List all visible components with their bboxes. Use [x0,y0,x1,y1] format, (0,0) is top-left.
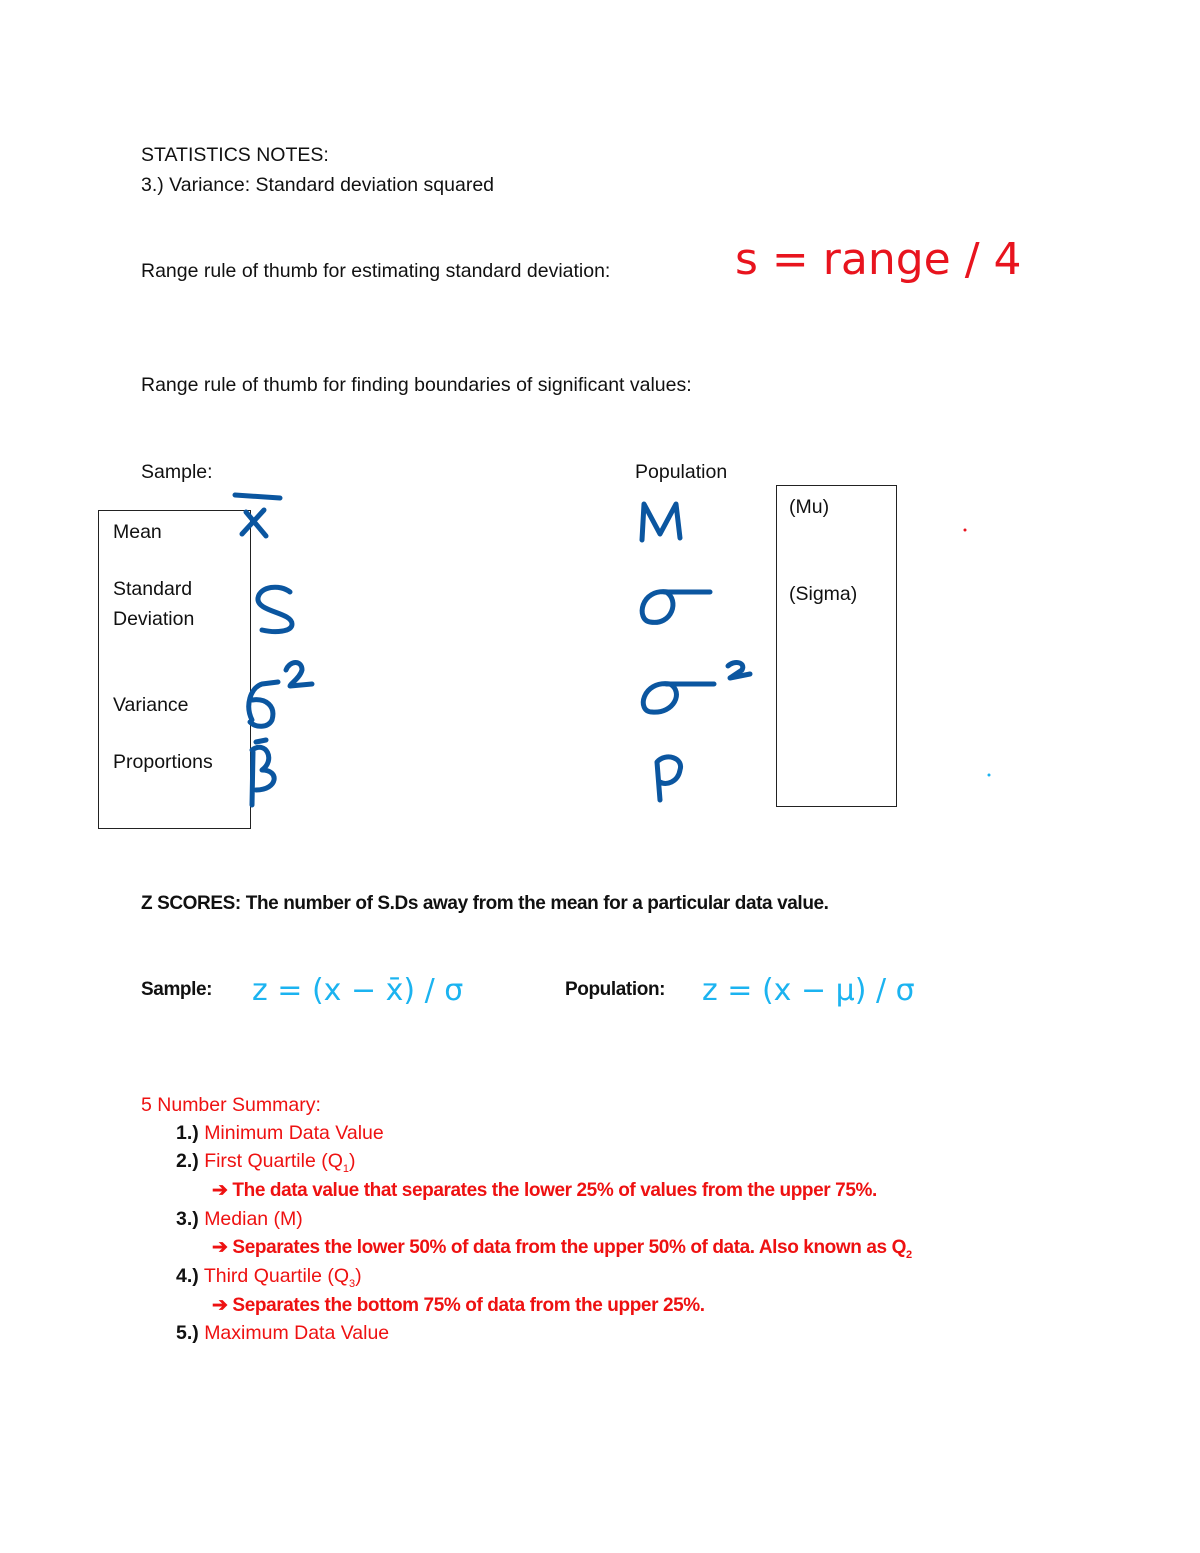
item-number: 5.) [176,1322,199,1344]
sample-box [98,510,251,829]
variance-definition: 3.) Variance: Standard deviation squared [141,174,495,196]
item-number: 4.) [176,1265,199,1287]
sample-mean: Mean [113,521,162,543]
list-note: ➔ Separates the lower 50% of data from the upper 50% of data. Also known as $Q_2$ [212,1237,912,1261]
population-heading: Population [635,461,728,483]
item-number: 2.) [176,1150,199,1172]
zscores-line [141,894,829,913]
x-bar-icon [235,495,280,498]
zscores-definition: The number of S.Ds away from the mean for a particular data value. [245,893,829,914]
sigma-icon [642,592,710,623]
sample-standard: Standard [113,578,193,600]
notes-title: STATISTICS NOTES: [141,144,329,166]
item-number: 3.) [176,1208,199,1230]
zscores-heading: Z SCORES: [141,893,241,914]
arrow-icon: ➔ [212,1295,228,1316]
list-item [176,1124,384,1144]
list-item [176,1267,362,1290]
sample-variance: Variance [113,694,189,716]
item-number: 1.) [176,1122,199,1144]
list-item [176,1324,389,1344]
item-label: Median (M) [204,1208,303,1230]
arrow-icon: ➔ [212,1180,228,1201]
z-sample-label: Sample: [141,979,213,1000]
item-label: Third Quartile $(Q_3)$ [203,1265,362,1290]
population-box [776,485,897,807]
population-mu: (Mu) [789,496,830,518]
item-label: Maximum Data Value [204,1322,390,1344]
item-label: Minimum Data Value [204,1122,384,1144]
arrow-icon: ➔ [212,1237,228,1258]
z-population-label: Population: [565,979,666,1000]
list-note: ➔ Separates the bottom 75% of data from the upper 25%. [212,1295,705,1316]
list-item [176,1210,303,1230]
handwritten-sd-formula: s = range / 4 [735,234,1022,285]
mu-icon [642,504,680,540]
handwritten-z-sample-formula: z = (x − x̄) / σ [252,973,464,1008]
sample-proportions: Proportions [113,751,213,773]
list-note: ➔ The data value that separates the lower 25% of values from the upper 75%. [212,1180,877,1201]
p-icon [657,757,681,800]
range-rule-boundaries: Range rule of thumb for finding boundaries of significant values: [141,374,692,396]
sample-deviation: Deviation [113,608,195,630]
five-number-heading: 5 Number Summary: [141,1094,321,1116]
list-item [176,1152,356,1175]
population-sigma: (Sigma) [789,583,858,605]
range-rule-sd: Range rule of thumb for estimating standard deviation: [141,260,611,282]
sample-heading: Sample: [141,461,213,483]
item-label: First Quartile $(Q_1)$ [204,1150,356,1175]
handwritten-z-population-formula: z = (x − μ) / σ [702,973,915,1008]
